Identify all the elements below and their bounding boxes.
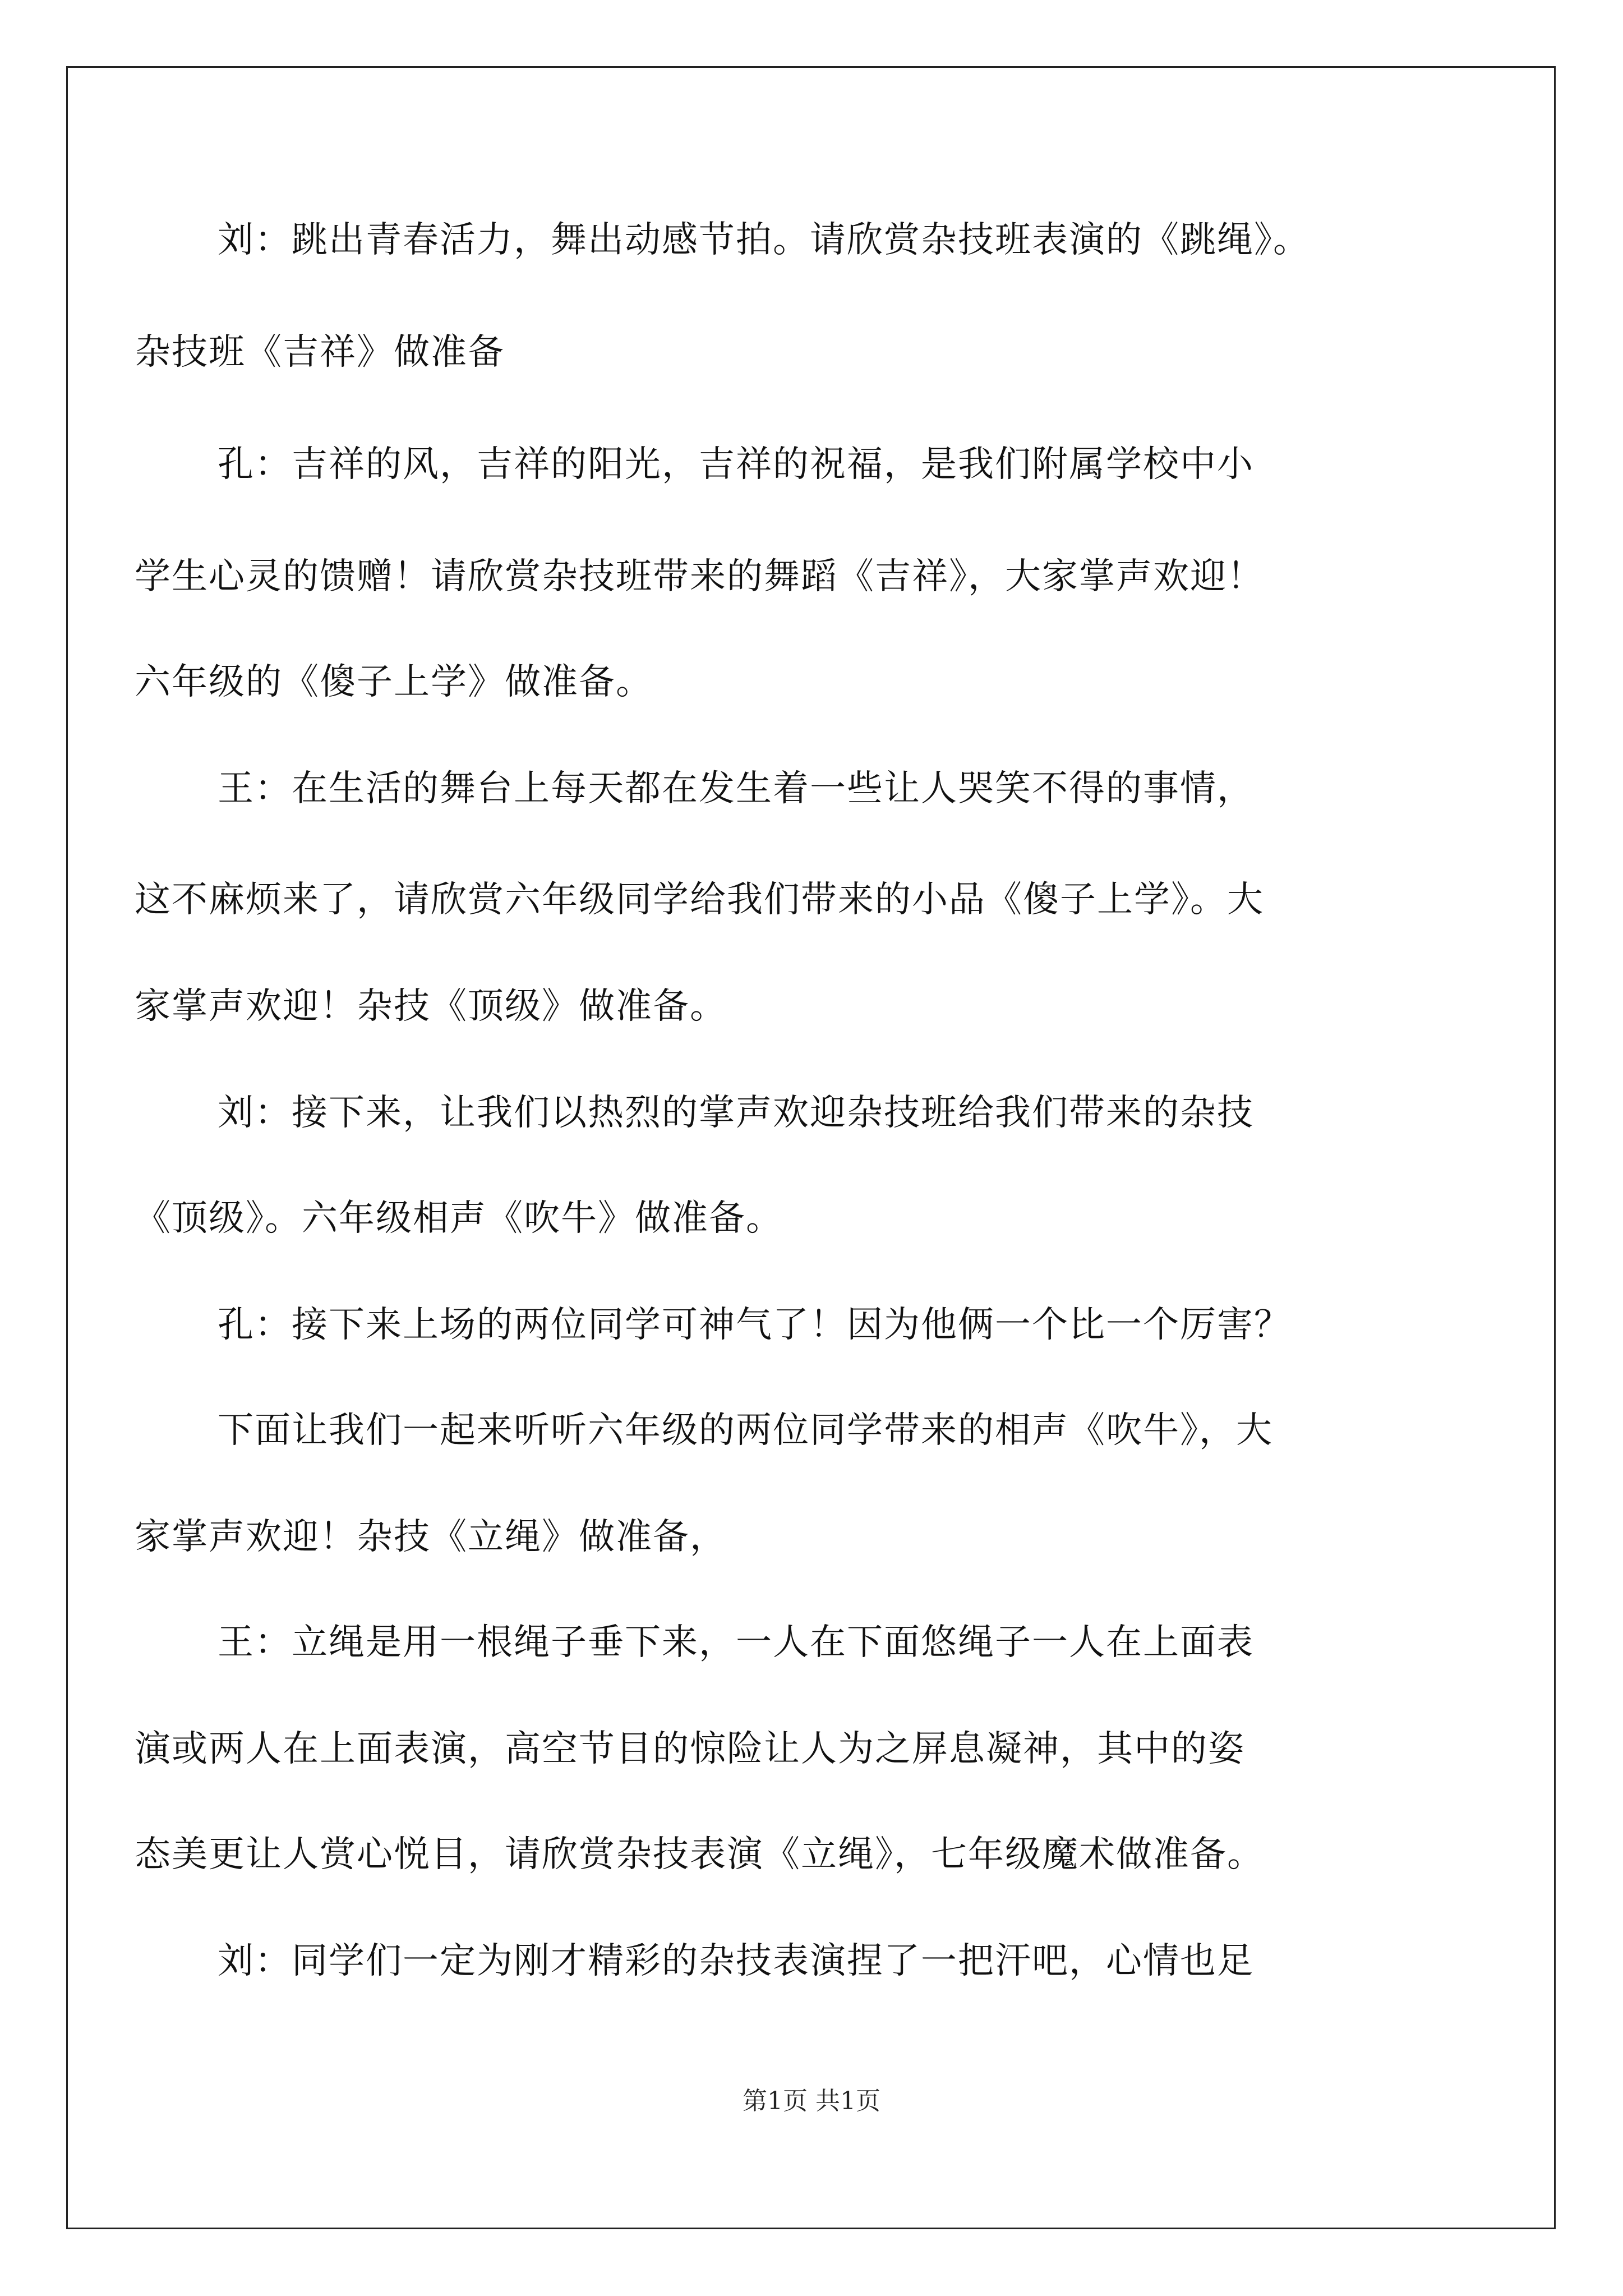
paragraph-line: 王：在生活的舞台上每天都在发生着一些让人哭笑不得的事情， <box>218 768 1254 809</box>
paragraph-line: 王：立绳是用一根绳子垂下来，一人在下面悠绳子一人在上面表 <box>218 1622 1254 1663</box>
paragraph-line: 《顶级》。六年级相声《吹牛》做准备。 <box>135 1198 783 1239</box>
paragraph-line: 刘：跳出青春活力，舞出动感节拍。请欣赏杂技班表演的《跳绳》。 <box>218 219 1310 261</box>
paragraph-line: 演或两人在上面表演，高空节目的惊险让人为之屏息凝神，其中的姿 <box>135 1728 1245 1770</box>
paragraph-line: 孔：吉祥的风，吉祥的阳光，吉祥的祝福，是我们附属学校中小 <box>218 444 1254 485</box>
page-footer: 第1页 共1页 <box>743 2087 880 2115</box>
paragraph-line: 态美更让人赏心悦目，请欣赏杂技表演《立绳》，七年级魔术做准备。 <box>135 1834 1264 1875</box>
paragraph-line: 六年级的《傻子上学》做准备。 <box>135 661 653 703</box>
paragraph-line: 家掌声欢迎！杂技《顶级》做准备。 <box>135 986 727 1027</box>
paragraph-line: 学生心灵的馈赠！请欣赏杂技班带来的舞蹈《吉祥》，大家掌声欢迎！ <box>135 556 1264 597</box>
paragraph-line: 孔：接下来上场的两位同学可神气了！因为他俩一个比一个厉害？ <box>218 1304 1291 1346</box>
paragraph-line: 下面让我们一起来听听六年级的两位同学带来的相声《吹牛》，大 <box>218 1410 1273 1451</box>
paragraph-line: 刘：同学们一定为刚才精彩的杂技表演捏了一把汗吧，心情也足 <box>218 1940 1254 1982</box>
paragraph-line: 这不麻烦来了，请欣赏六年级同学给我们带来的小品《傻子上学》。大 <box>135 879 1264 921</box>
paragraph-line: 家掌声欢迎！杂技《立绳》做准备， <box>135 1516 727 1558</box>
paragraph-line: 杂技班《吉祥》做准备 <box>135 332 505 373</box>
paragraph-line: 刘：接下来，让我们以热烈的掌声欢迎杂技班给我们带来的杂技 <box>218 1092 1254 1134</box>
page-border <box>66 66 1556 2229</box>
